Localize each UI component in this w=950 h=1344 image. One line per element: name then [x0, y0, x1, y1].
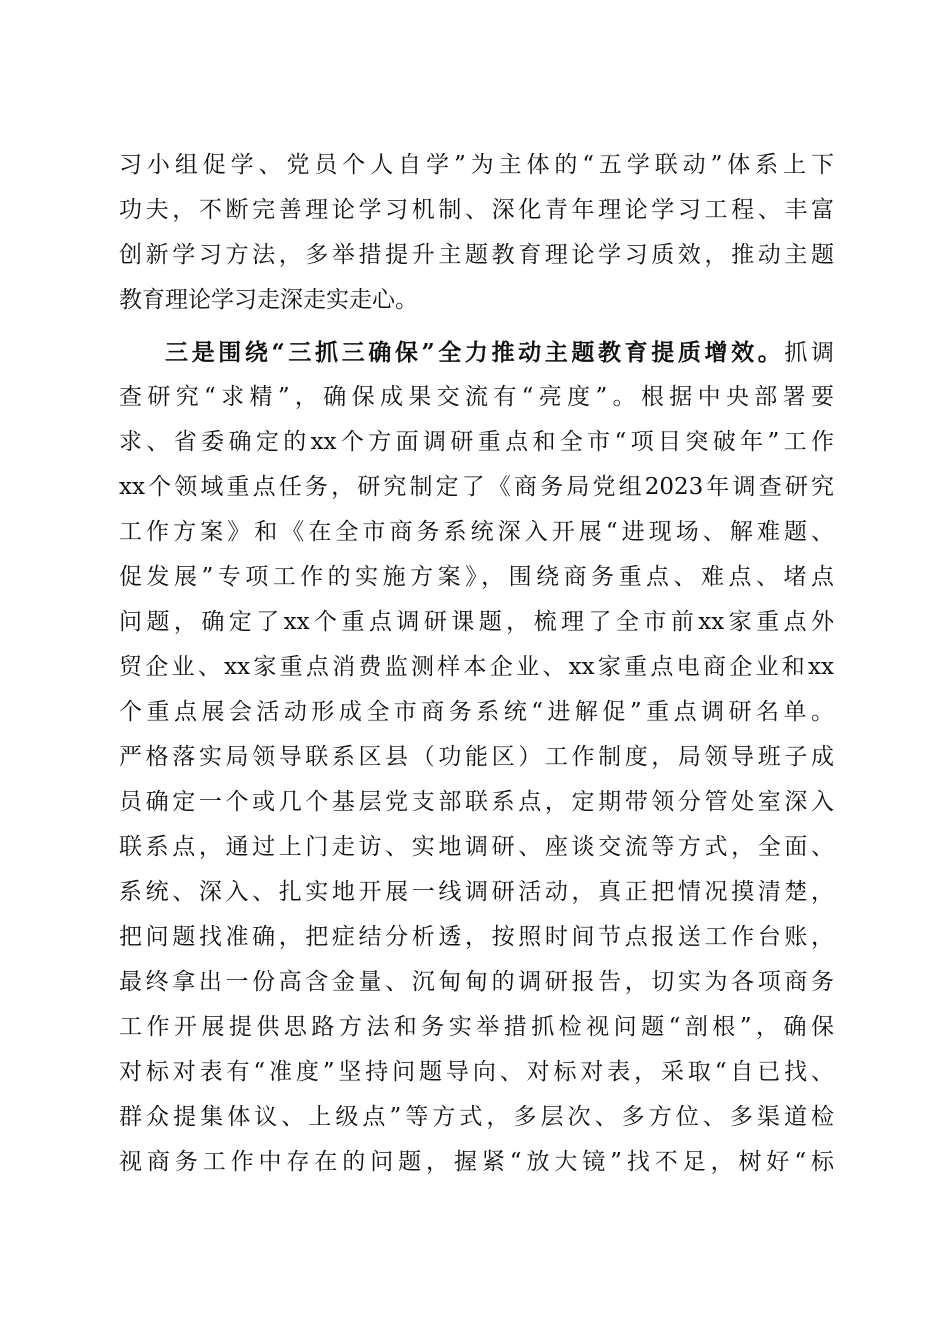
text-line: 群众提集体议、上级点”等方式，多层次、多方位、多渠道检	[119, 1104, 834, 1130]
text-line: 工作开展提供思路方法和务实举措抓检视问题“剖根”，确保	[119, 1014, 834, 1040]
text-line-first	[119, 330, 834, 375]
text-line: 员确定一个或几个基层党支部联系点，定期带领分管处室深入	[119, 789, 834, 815]
text-line: 问题，确定了xx个重点调研课题，梳理了全市前xx家重点外	[119, 609, 834, 635]
text-line: 视商务工作中存在的问题，握紧“放大镜”找不足，树好“标	[119, 1149, 834, 1175]
text-line: 查研究“求精”，确保成果交流有“亮度”。根据中央部署要	[119, 384, 834, 410]
text-line: 把问题找准确，把症结分析透，按照时间节点报送工作台账，	[119, 924, 834, 950]
paragraph-1	[119, 143, 834, 323]
text-line: 工作方案》和《在全市商务系统深入开展“进现场、解难题、	[119, 519, 834, 545]
text-line: 促发展”专项工作的实施方案》，围绕商务重点、难点、堵点	[119, 564, 834, 590]
text-line: 个重点展会活动形成全市商务系统“进解促”重点调研名单。	[119, 699, 834, 725]
text-line: xx个领域重点任务，研究制定了《商务局党组2023年调查研究	[119, 474, 834, 500]
text-line: 教育理论学习走深走实走心。	[119, 287, 418, 313]
document-body	[119, 143, 834, 1185]
text-line: 习小组促学、党员个人自学”为主体的“五学联动”体系上下	[119, 152, 834, 178]
text-line: 最终拿出一份高含金量、沉甸甸的调研报告，切实为各项商务	[119, 969, 834, 995]
paragraph-lead-heading: 三是围绕“三抓三确保”全力推动主题教育提质增效。	[165, 339, 785, 366]
text-line: 功夫，不断完善理论学习机制、深化青年理论学习工程、丰富	[119, 197, 834, 223]
text-line: 求、省委确定的xx个方面调研重点和全市“项目突破年”工作	[119, 429, 834, 455]
text-line: 创新学习方法，多举措提升主题教育理论学习质效，推动主题	[119, 242, 834, 268]
paragraph-2	[119, 330, 834, 1185]
text-line: 严格落实局领导联系区县（功能区）工作制度，局领导班子成	[119, 744, 834, 770]
text-line: 对标对表有“准度”坚持问题导向、对标对表，采取“自已找、	[119, 1059, 834, 1085]
text-line: 贸企业、xx家重点消费监测样本企业、xx家重点电商企业和xx	[119, 654, 834, 680]
text-run: 抓调	[784, 340, 834, 366]
text-line: 系统、深入、扎实地开展一线调研活动，真正把情况摸清楚，	[119, 879, 834, 905]
text-line: 联系点，通过上门走访、实地调研、座谈交流等方式，全面、	[119, 834, 834, 860]
